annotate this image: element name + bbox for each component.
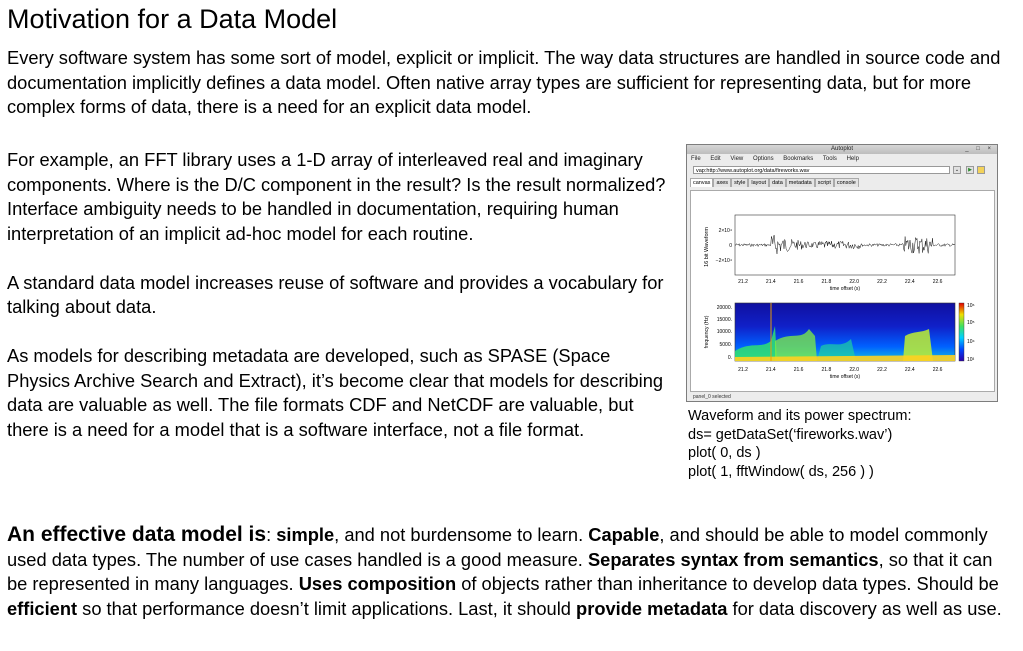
tab-canvas: canvas (690, 178, 713, 187)
summary-b6: provide metadata (576, 597, 728, 619)
tab-console: console (834, 178, 859, 187)
waveform-xtick-0: 21.2 (738, 279, 748, 285)
spectrogram-xtick-5: 22.2 (877, 367, 887, 373)
summary-t6: for data discovery as well as use. (727, 597, 1002, 619)
summary-b2: Capable (588, 524, 660, 545)
spectrogram-xtick-2: 21.6 (793, 367, 804, 373)
summary-lead: An effective data model is (7, 523, 267, 546)
tab-data: data (769, 178, 786, 187)
spectrogram-ylabel: frequency (Hz) (704, 315, 710, 349)
tab-axes: axes (713, 178, 731, 187)
waveform-ytick-mid: 0 (729, 243, 732, 249)
caption-line-4: plot( 1, fftWindow( ds, 256 ) ) (688, 463, 874, 480)
spectrogram-ytick-2: 15000. (716, 317, 732, 323)
plots-svg (691, 191, 994, 391)
colorbar-tick-2: 10⁵ (967, 320, 975, 326)
caption-line-2: ds= getDataSet(‘fireworks.wav’) (688, 426, 893, 443)
menu-edit: Edit (710, 156, 721, 162)
reuse-paragraph: A standard data model increases reuse of software and provides a vocabulary for talking about data. (7, 271, 664, 317)
waveform-ylabel: 16 bit Waveform (704, 227, 710, 267)
tab-layout: layout (748, 178, 769, 187)
waveform-xlabel: time offset (s) (829, 286, 861, 292)
menu-view: View (730, 156, 744, 162)
spectrogram-ytick-5: 0. (727, 355, 732, 361)
tab-style: style (731, 178, 748, 187)
autoplot-screenshot (686, 144, 998, 402)
caption-line-3: plot( 0, ds ) (688, 445, 761, 461)
play-icon: ▶ (966, 166, 974, 174)
summary-b3: Separates syntax from semantics (587, 548, 879, 570)
spectrogram-xlabel: time offset (s) (829, 374, 861, 380)
summary-b4: Uses composition (298, 573, 457, 594)
spectrogram-xtick-4: 22.0 (849, 367, 860, 373)
menu-help: Help (846, 156, 859, 162)
menu-tools: Tools (822, 156, 837, 162)
spectrogram-ytick-3: 10000. (716, 329, 732, 335)
spectrogram-xtick-6: 22.4 (904, 367, 915, 373)
plot-canvas (690, 190, 995, 392)
spectrogram-xticks (738, 367, 943, 373)
menu-file: File (691, 156, 701, 162)
summary-t5: so that performance doesn’t limit applications. Last, it should (77, 597, 577, 619)
waveform-xtick-4: 22.0 (849, 279, 860, 285)
waveform-xtick-5: 22.2 (877, 279, 887, 285)
tab-metadata: metadata (786, 178, 815, 187)
dropdown-icon: ⌄ (954, 167, 960, 173)
folder-icon (977, 166, 985, 174)
waveform-xtick-3: 21.8 (821, 279, 832, 285)
fft-paragraph: For example, an FFT library uses a 1-D array of interleaved real and imaginary components. Where is the D/C component in the result? Is the result normalized? Interface ambiguity needs to be handled in documentation, requiring human interpretation of an implicit ad-hoc model for each routine. (7, 149, 666, 244)
waveform-xtick-2: 21.6 (793, 279, 804, 285)
menu-bookmarks: Bookmarks (783, 156, 814, 162)
colorbar (959, 303, 964, 361)
summary-t3: , so that it can be represented in many languages. (7, 548, 993, 594)
waveform-ytick-top: 2×10⁴ (718, 228, 732, 234)
waveform-xtick-7: 22.6 (932, 279, 943, 285)
page-title: Motivation for a Data Model (7, 4, 338, 34)
summary-t1: , and not burdensome to learn. (334, 524, 589, 545)
colorbar-tick-4: 10³ (967, 357, 975, 363)
window-titlebar (687, 145, 997, 154)
url-field: vap:http://www.autoplot.org/data/fireworks.wav (693, 166, 950, 174)
metadata-paragraph: As models for describing metadata are developed, such as SPASE (Space Physics Archive Search and Extract), it’s become clear that models for describing data are valuable as well. The file formats CDF and NetCDF are valuable, but there is a need for a model that is a software interface, not a file format. (7, 345, 664, 440)
intro-paragraph: Every software system has some sort of model, explicit or implicit. The way data structures are handled in source code and documentation implicitly defines a data model. Often native array types are sufficient for representing data, but for more complex forms of data, there is a need for an explicit data model. (7, 47, 1001, 117)
spectrogram-ytick-1: 20000. (716, 305, 732, 311)
waveform-xtick-6: 22.4 (904, 279, 915, 285)
spectrogram-ytick-4: 5000. (719, 342, 732, 348)
left-column (7, 148, 667, 467)
spectrogram-xtick-1: 21.4 (765, 367, 776, 373)
summary-paragraph (7, 523, 1012, 621)
summary-b5: efficient (7, 597, 78, 619)
caption-line-1: Waveform and its power spectrum: (688, 408, 912, 424)
summary-b1: simple (276, 524, 335, 545)
summary-t2: , and should be able to model commonly used data types. The number of use cases handled is a good measure. (7, 524, 988, 570)
spectrogram-xtick-3: 21.8 (821, 367, 832, 373)
status-bar: panel_0 selected (693, 394, 731, 400)
colorbar-tick-1: 10⁶ (967, 303, 975, 309)
tab-script: script (815, 178, 834, 187)
summary-colon: : (266, 524, 277, 545)
waveform-xticks (738, 279, 943, 285)
colorbar-tick-3: 10⁴ (967, 339, 975, 345)
menu-bar (687, 154, 997, 164)
tab-bar (687, 176, 997, 186)
spectrogram-xtick-0: 21.2 (738, 367, 748, 373)
waveform-ytick-bottom: −2×10⁴ (715, 258, 732, 264)
waveform-xtick-1: 21.4 (765, 279, 776, 285)
window-controls-icon: _ □ × (965, 146, 994, 152)
spectrogram-xtick-7: 22.6 (932, 367, 943, 373)
summary-t4: of objects rather than inheritance to develop data types. Should be (456, 573, 999, 594)
window-title: Autoplot (830, 146, 854, 152)
menu-options: Options (752, 156, 774, 162)
figure-caption (688, 407, 1008, 481)
